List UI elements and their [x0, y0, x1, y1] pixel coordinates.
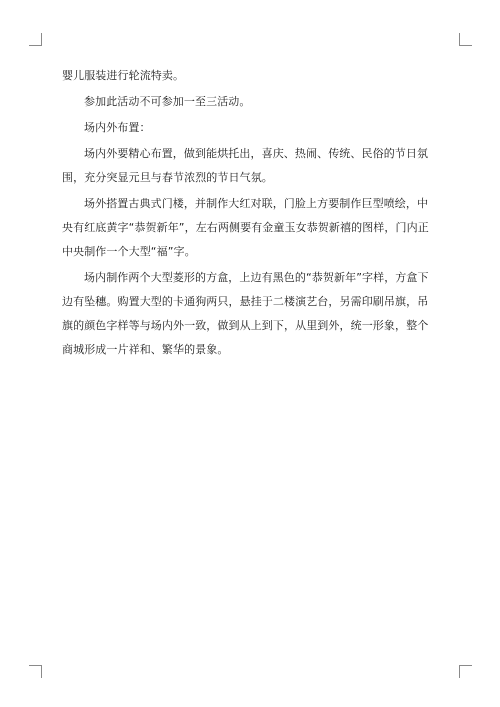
paragraph-venue-atmosphere: 场内外要精心布置，做到能烘托出，喜庆、热闹、传统、民俗的节日氛围，充分突显元旦与春节浓烈的节日气氛。	[62, 147, 429, 184]
paragraph-outdoor-gate: 场外搭置古典式门楼，并制作大红对联，门脸上方要制作巨型喷绘，中央有红底黄字“恭贺新年”，左右两侧要有金童玉女恭贺新禧的图样，门内正中央制作一个大型“福”字。	[62, 197, 429, 258]
document-body	[62, 64, 438, 362]
paragraph-activity-rule: 参加此活动不可参加一至三活动。	[84, 95, 251, 108]
crop-mark-top-right	[459, 33, 472, 46]
paragraph-continuation: 婴儿服装进行轮流特卖。	[62, 69, 185, 82]
crop-mark-bottom-right	[459, 665, 472, 678]
crop-mark-bottom-left	[29, 665, 42, 678]
crop-mark-top-left	[29, 33, 42, 46]
section-heading-venue-layout: 场内外布置：	[84, 121, 151, 134]
paragraph-indoor-decoration: 场内制作两个大型菱形的方盒，上边有黑色的“恭贺新年”字样，方盒下边有坠穗。购置大型的卡通狗两只，悬挂于二楼演艺台，另需印刷吊旗，吊旗的颜色字样等与场内外一致，做到从上到下，从里到外，统一形象，整个商城形成一片祥和、繁华的景象。	[62, 271, 429, 356]
